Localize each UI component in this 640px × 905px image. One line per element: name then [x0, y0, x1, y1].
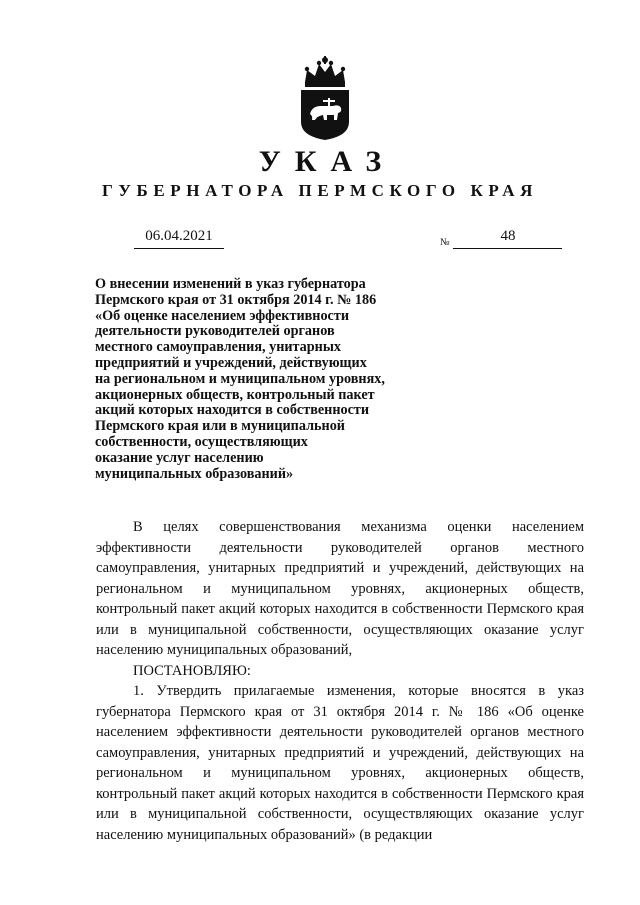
perm-krai-coat-of-arms-icon [297, 56, 353, 140]
heading-line: акций которых находится в собственности [95, 402, 370, 419]
heading-line: на региональном и муниципальном уровнях, [95, 370, 385, 387]
decree-body [96, 517, 584, 845]
heading-line: О внесении изменений в указ губернатора [95, 276, 366, 292]
heading-line: деятельности руководителей органов [95, 323, 335, 340]
decree-number: 48 [500, 228, 516, 244]
heading-line: местного самоуправления, унитарных [95, 339, 342, 356]
heading-line: предприятий и учреждений, действующих [95, 354, 367, 371]
preamble-paragraph: В целях совершенствования механизма оценки населением эффективности деятельности руководителей органов местного самоуправления, унитарных предприятий и учреждений, действующих на региональном и муниципальном уровнях, акционерных обществ, контрольный пакет акций которых находится в собственности Пермского края или в муниципальной собственности, осуществляющих оказание услуг населению муниципальных образований, [96, 519, 584, 658]
decree-date: 06.04.2021 [145, 228, 213, 244]
heading-line: оказание услуг населению [95, 449, 264, 466]
document-title: УКАЗ [258, 145, 396, 178]
decree-heading [95, 277, 415, 482]
document-subtitle: ГУБЕРНАТОРА ПЕРМСКОГО КРАЯ [102, 181, 538, 200]
heading-line: собственности, осуществляющих [95, 433, 308, 450]
item-1-paragraph: 1. Утвердить прилагаемые изменения, которые вносятся в указ губернатора Пермского края от 31 октября 2014 г. № 186 «Об оценке населением эффективности деятельности руководителей органов местного самоуправления, унитарных предприятий и учреждений, действующих на региональном и муниципальном уровнях, акционерных обществ, контрольный пакет акций которых находится в собственности Пермского края или в муниципальной собственности, осуществляющих оказание услуг населению муниципальных образований» (в редакции [96, 683, 584, 843]
date-underline [134, 245, 224, 249]
heading-line: «Об оценке населением эффективности [95, 307, 349, 324]
number-sign: № [440, 237, 450, 248]
heading-line: Пермского края или в муниципальной [95, 418, 345, 435]
heading-line: акционерных обществ, контрольный пакет [95, 386, 375, 403]
heading-line: Пермского края от 31 октября 2014 г. № 186 [95, 291, 377, 308]
decree-keyword: ПОСТАНОВЛЯЮ: [133, 662, 251, 679]
number-underline [453, 245, 562, 249]
heading-line: муниципальных образований» [95, 465, 294, 482]
decree-date-field [134, 228, 224, 249]
decree-number-field [440, 228, 562, 249]
